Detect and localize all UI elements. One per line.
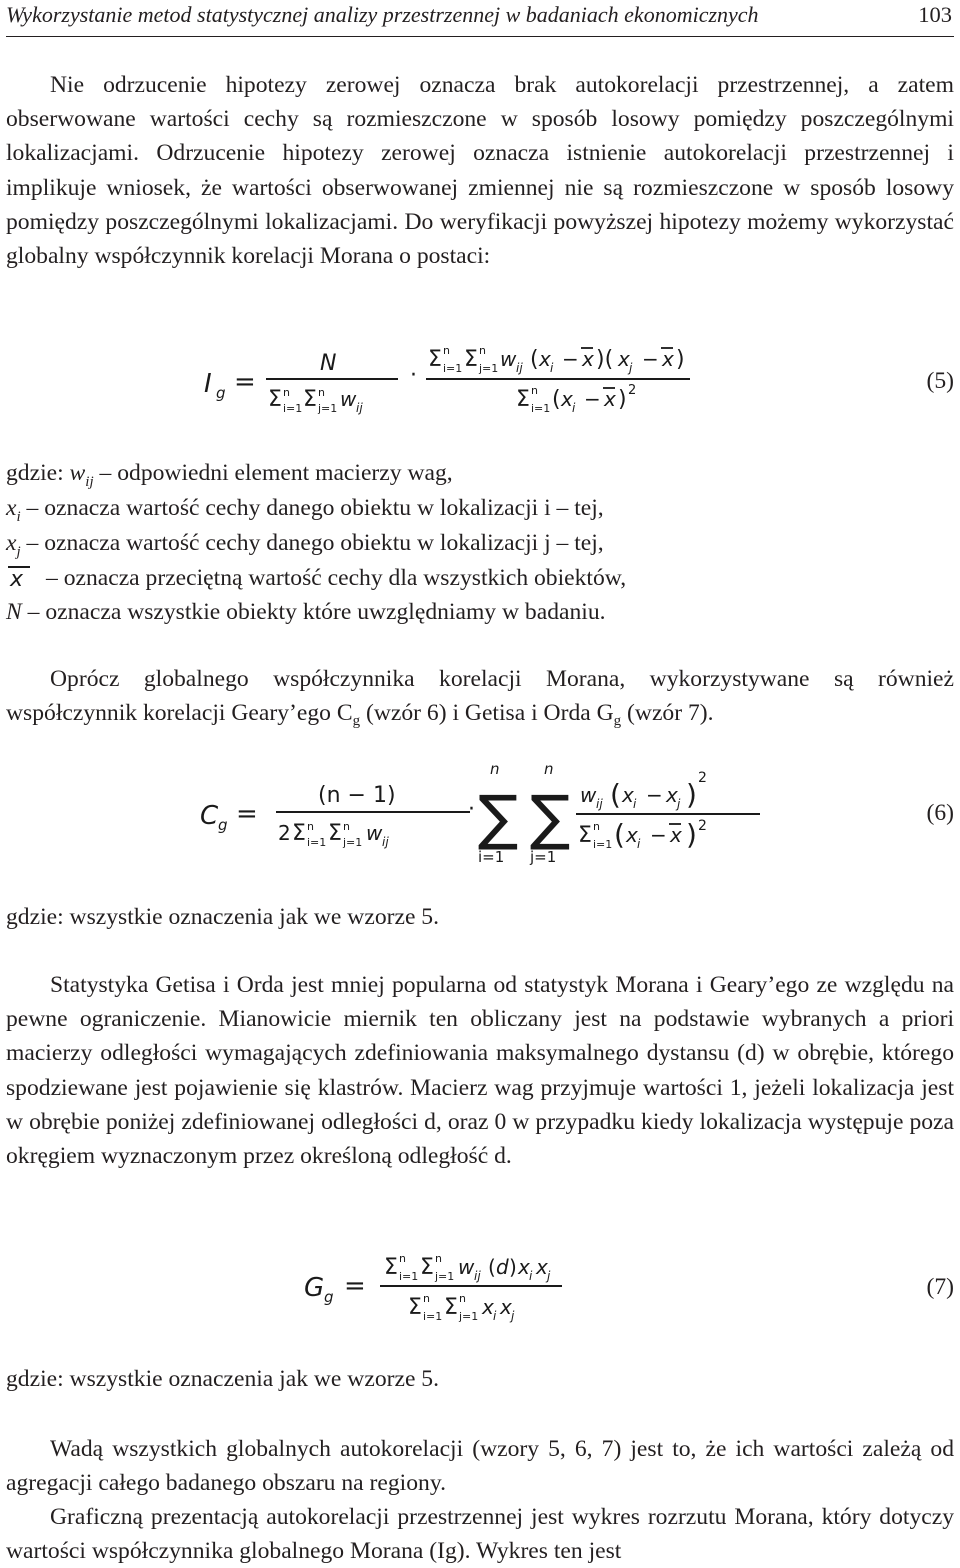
svg-text:n: n <box>435 1252 442 1265</box>
svg-text:n: n <box>443 344 450 357</box>
svg-text:N: N <box>320 351 337 376</box>
svg-text:x: x <box>670 823 682 847</box>
legend-7: gdzie: wszystkie oznaczenia jak we wzorze 5. <box>6 1366 440 1392</box>
symbol-xj: x <box>6 530 17 556</box>
svg-text:x: x <box>604 387 616 411</box>
svg-text:(: ( <box>530 347 539 372</box>
svg-text:j: j <box>677 797 681 811</box>
svg-text:d: d <box>496 1255 509 1279</box>
svg-text:G: G <box>304 1273 325 1303</box>
svg-text:): ) <box>618 387 627 412</box>
svg-text:n: n <box>544 760 554 778</box>
symbol-w-sub: ij <box>85 474 94 490</box>
svg-text:ij: ij <box>382 835 389 849</box>
svg-text:x: x <box>662 347 674 371</box>
xbar-symbol-icon <box>6 563 36 589</box>
svg-text:w: w <box>458 1255 475 1279</box>
para2-part2: (wzór 6) i Getisa i Orda G <box>360 700 614 727</box>
svg-text:j=1: j=1 <box>343 836 363 849</box>
legend-xi-text: – oznacza wartość cechy danego obiektu w lokalizacji i – tej, <box>20 495 604 521</box>
svg-text:j: j <box>547 1269 551 1283</box>
svg-text:(: ( <box>488 1255 496 1279</box>
paragraph-3: Statystyka Getisa i Orda jest mniej popularna od statystyk Morana i Geary’ego ze względu na pewne ograniczenie. Mianowicie miernik ten obliczany jest na podstawie wybranych a priori macierzy odległości wymagających zdefiniowania maksymalnego dystansu (d) w obrębie, którego spodziewane jest pojawienie się klastrów. Macierz wag przyjmuje wartości 1, jeżeli lokalizacja jest w obrębie poniżej zdefiniowanej odległości d, oraz 0 w przypadku kiedy lokalizacja występuje poza okręgiem wyznaczonym przez określoną odległość d. <box>6 972 954 1170</box>
svg-text:i: i <box>633 797 637 811</box>
symbol-xj-sub: j <box>16 544 21 560</box>
equation-6-number: (6) <box>926 800 954 826</box>
svg-text:Σ: Σ <box>303 387 317 412</box>
paragraph-5: Graficzną prezentacją autokorelacji przestrzennej jest wykres rozrzutu Morana, który dotyczy wartości współczynnika globalnego Morana (Ig). Wykres ten jest <box>6 1504 954 1565</box>
svg-text:ij: ij <box>474 1269 481 1283</box>
svg-text:n: n <box>318 386 325 399</box>
legend-xbar <box>6 561 626 595</box>
svg-text:−: − <box>642 347 659 371</box>
paragraph-1: Nie odrzucenie hipotezy zerowej oznacza brak autokorelacji przestrzennej, a zatem obserwowane wartości cechy są rozmieszczone w sposób losowy pomiędzy poszczególnymi lokalizacjami. Odrzucenie hipotezy zerowej oznacza istnienie autokorelacji przestrzennej i implikuje wniosek, że wartości obserwowanej zmiennej nie są rozmieszczone w sposób losowy pomiędzy poszczególnymi lokalizacjami. Do weryfikacji powyższej hipotezy możemy wykorzystać globalny współczynnik korelacji Morana o postaci: <box>6 72 954 270</box>
legend-n-text: – oznacza wszystkie obiekty które uwzględniamy w badaniu. <box>21 599 606 625</box>
equation-6-formula <box>194 758 794 870</box>
para2-sub2: g <box>613 713 622 730</box>
svg-text:n: n <box>343 820 350 833</box>
svg-text:j=1: j=1 <box>530 848 557 866</box>
svg-text:·: · <box>410 363 417 388</box>
equation-5 <box>0 340 960 420</box>
svg-text:i: i <box>637 837 641 851</box>
svg-text:−: − <box>650 823 667 847</box>
svg-text:n: n <box>283 386 290 399</box>
svg-text:x: x <box>582 347 594 371</box>
equation-7-number: (7) <box>926 1274 954 1300</box>
svg-text:(n − 1): (n − 1) <box>318 783 396 808</box>
svg-text:n: n <box>531 384 538 397</box>
svg-text:ij: ij <box>516 361 523 375</box>
svg-text:w: w <box>366 821 383 845</box>
svg-text:=: = <box>344 1271 366 1301</box>
svg-text:n: n <box>490 760 500 778</box>
legend-prefix: gdzie: <box>6 460 70 486</box>
equation-5-number: (5) <box>926 368 954 394</box>
svg-text:x: x <box>618 347 630 371</box>
svg-text:Σ: Σ <box>516 387 530 412</box>
svg-text:g: g <box>218 816 228 834</box>
svg-text:−: − <box>646 783 663 807</box>
svg-text:n: n <box>423 1292 430 1305</box>
equation-7-formula <box>298 1246 678 1326</box>
svg-text:Σ: Σ <box>408 1295 422 1320</box>
svg-text:x: x <box>626 823 638 847</box>
symbol-xi-sub: i <box>16 509 21 525</box>
legend-xbar-text: – oznacza przeciętną wartość cechy dla wszystkich obiektów, <box>46 565 627 591</box>
svg-text:n: n <box>399 1252 406 1265</box>
svg-text:Σ: Σ <box>464 347 478 372</box>
legend-n <box>6 595 606 629</box>
svg-text:i: i <box>550 361 554 375</box>
svg-text:Σ: Σ <box>268 387 282 412</box>
svg-text:=: = <box>234 367 256 397</box>
svg-text:(: ( <box>610 778 621 811</box>
svg-text:): ) <box>509 1255 517 1279</box>
svg-text:i: i <box>493 1309 497 1323</box>
svg-text:−: − <box>584 387 601 411</box>
svg-text:i=1: i=1 <box>478 848 505 866</box>
svg-text:x: x <box>536 1255 548 1279</box>
svg-text:i=1: i=1 <box>399 1270 419 1283</box>
svg-text:∑: ∑ <box>478 783 519 853</box>
svg-text:i: i <box>529 1269 533 1283</box>
svg-text:x: x <box>622 783 634 807</box>
running-header <box>6 0 954 37</box>
svg-text:j=1: j=1 <box>479 362 499 375</box>
svg-text:w: w <box>500 347 517 371</box>
paragraph-4: Wadą wszystkich globalnych autokorelacji (wzory 5, 6, 7) jest to, że ich wartości zależą od agregacji całego badanego obszaru na regiony. <box>6 1436 954 1497</box>
svg-text:w: w <box>340 387 357 411</box>
svg-text:x: x <box>482 1295 494 1319</box>
para2-part1: Oprócz globalnego współczynnika korelacji Morana, wykorzystywane są również współczynnik korelacji Geary’ego C <box>6 666 954 727</box>
svg-text:Σ: Σ <box>578 823 592 848</box>
svg-text:I: I <box>204 369 212 399</box>
running-title: Wykorzystanie metod statystycznej analizy przestrzennej w badaniach ekonomicznych <box>6 2 759 27</box>
svg-text:n: n <box>307 820 314 833</box>
svg-text:(: ( <box>552 387 561 412</box>
svg-text:Σ: Σ <box>428 347 442 372</box>
page-number: 103 <box>918 2 952 27</box>
equation-6 <box>0 758 960 870</box>
svg-text:2: 2 <box>628 383 637 398</box>
svg-text:Σ: Σ <box>384 1255 398 1280</box>
svg-text:j=1: j=1 <box>318 402 338 415</box>
svg-text:n: n <box>479 344 486 357</box>
svg-text:i=1: i=1 <box>531 402 551 415</box>
svg-text:): ) <box>676 347 685 372</box>
svg-text:Σ: Σ <box>444 1295 458 1320</box>
svg-text:x: x <box>500 1295 512 1319</box>
svg-text:j=1: j=1 <box>459 1310 479 1323</box>
paragraph-2 <box>6 662 954 738</box>
svg-text:g: g <box>324 1288 334 1306</box>
svg-text:2: 2 <box>698 770 707 786</box>
svg-text:i=1: i=1 <box>443 362 463 375</box>
svg-text:j: j <box>511 1309 515 1323</box>
equation-5-formula <box>200 340 780 420</box>
svg-text:ij: ij <box>596 797 603 811</box>
svg-text:n: n <box>593 820 600 833</box>
svg-text:): ) <box>686 818 697 851</box>
para2-sub1: g <box>352 713 361 730</box>
para2-part3: (wzór 7). <box>621 700 714 727</box>
svg-text:j: j <box>629 361 633 375</box>
svg-text:w: w <box>580 783 597 807</box>
svg-text:i=1: i=1 <box>283 402 303 415</box>
svg-text:n: n <box>459 1292 466 1305</box>
svg-text:Σ: Σ <box>328 821 342 846</box>
svg-text:x: x <box>518 1255 530 1279</box>
svg-text:Σ: Σ <box>420 1255 434 1280</box>
svg-text:i=1: i=1 <box>307 836 327 849</box>
symbol-xi: x <box>6 495 17 521</box>
svg-text:C: C <box>200 801 219 831</box>
svg-text:x: x <box>561 387 573 411</box>
legend-w-text: – odpowiedni element macierzy wag, <box>93 460 453 486</box>
legend-xj-text: – oznacza wartość cechy danego obiektu w lokalizacji j – tej, <box>20 530 604 556</box>
svg-text:): ) <box>686 778 697 811</box>
svg-text:·: · <box>468 797 475 822</box>
svg-text:x: x <box>539 347 551 371</box>
svg-text:ij: ij <box>356 401 363 415</box>
svg-text:∑: ∑ <box>530 783 571 853</box>
svg-text:)(: )( <box>596 347 614 372</box>
svg-text:g: g <box>216 384 226 402</box>
svg-text:(: ( <box>614 818 625 851</box>
svg-text:j=1: j=1 <box>435 1270 455 1283</box>
svg-text:2: 2 <box>698 818 707 834</box>
svg-text:x: x <box>666 783 678 807</box>
svg-text:i: i <box>572 401 576 415</box>
svg-text:i=1: i=1 <box>593 838 613 851</box>
legend-6: gdzie: wszystkie oznaczenia jak we wzorze 5. <box>6 904 440 930</box>
svg-text:i=1: i=1 <box>423 1310 443 1323</box>
svg-text:x: x <box>10 567 24 589</box>
svg-text:Σ: Σ <box>292 821 306 846</box>
svg-text:=: = <box>236 799 258 829</box>
svg-text:−: − <box>562 347 579 371</box>
symbol-n: N <box>6 599 22 625</box>
symbol-w: w <box>69 460 86 486</box>
equation-7 <box>0 1246 960 1326</box>
svg-text:2: 2 <box>278 821 291 845</box>
